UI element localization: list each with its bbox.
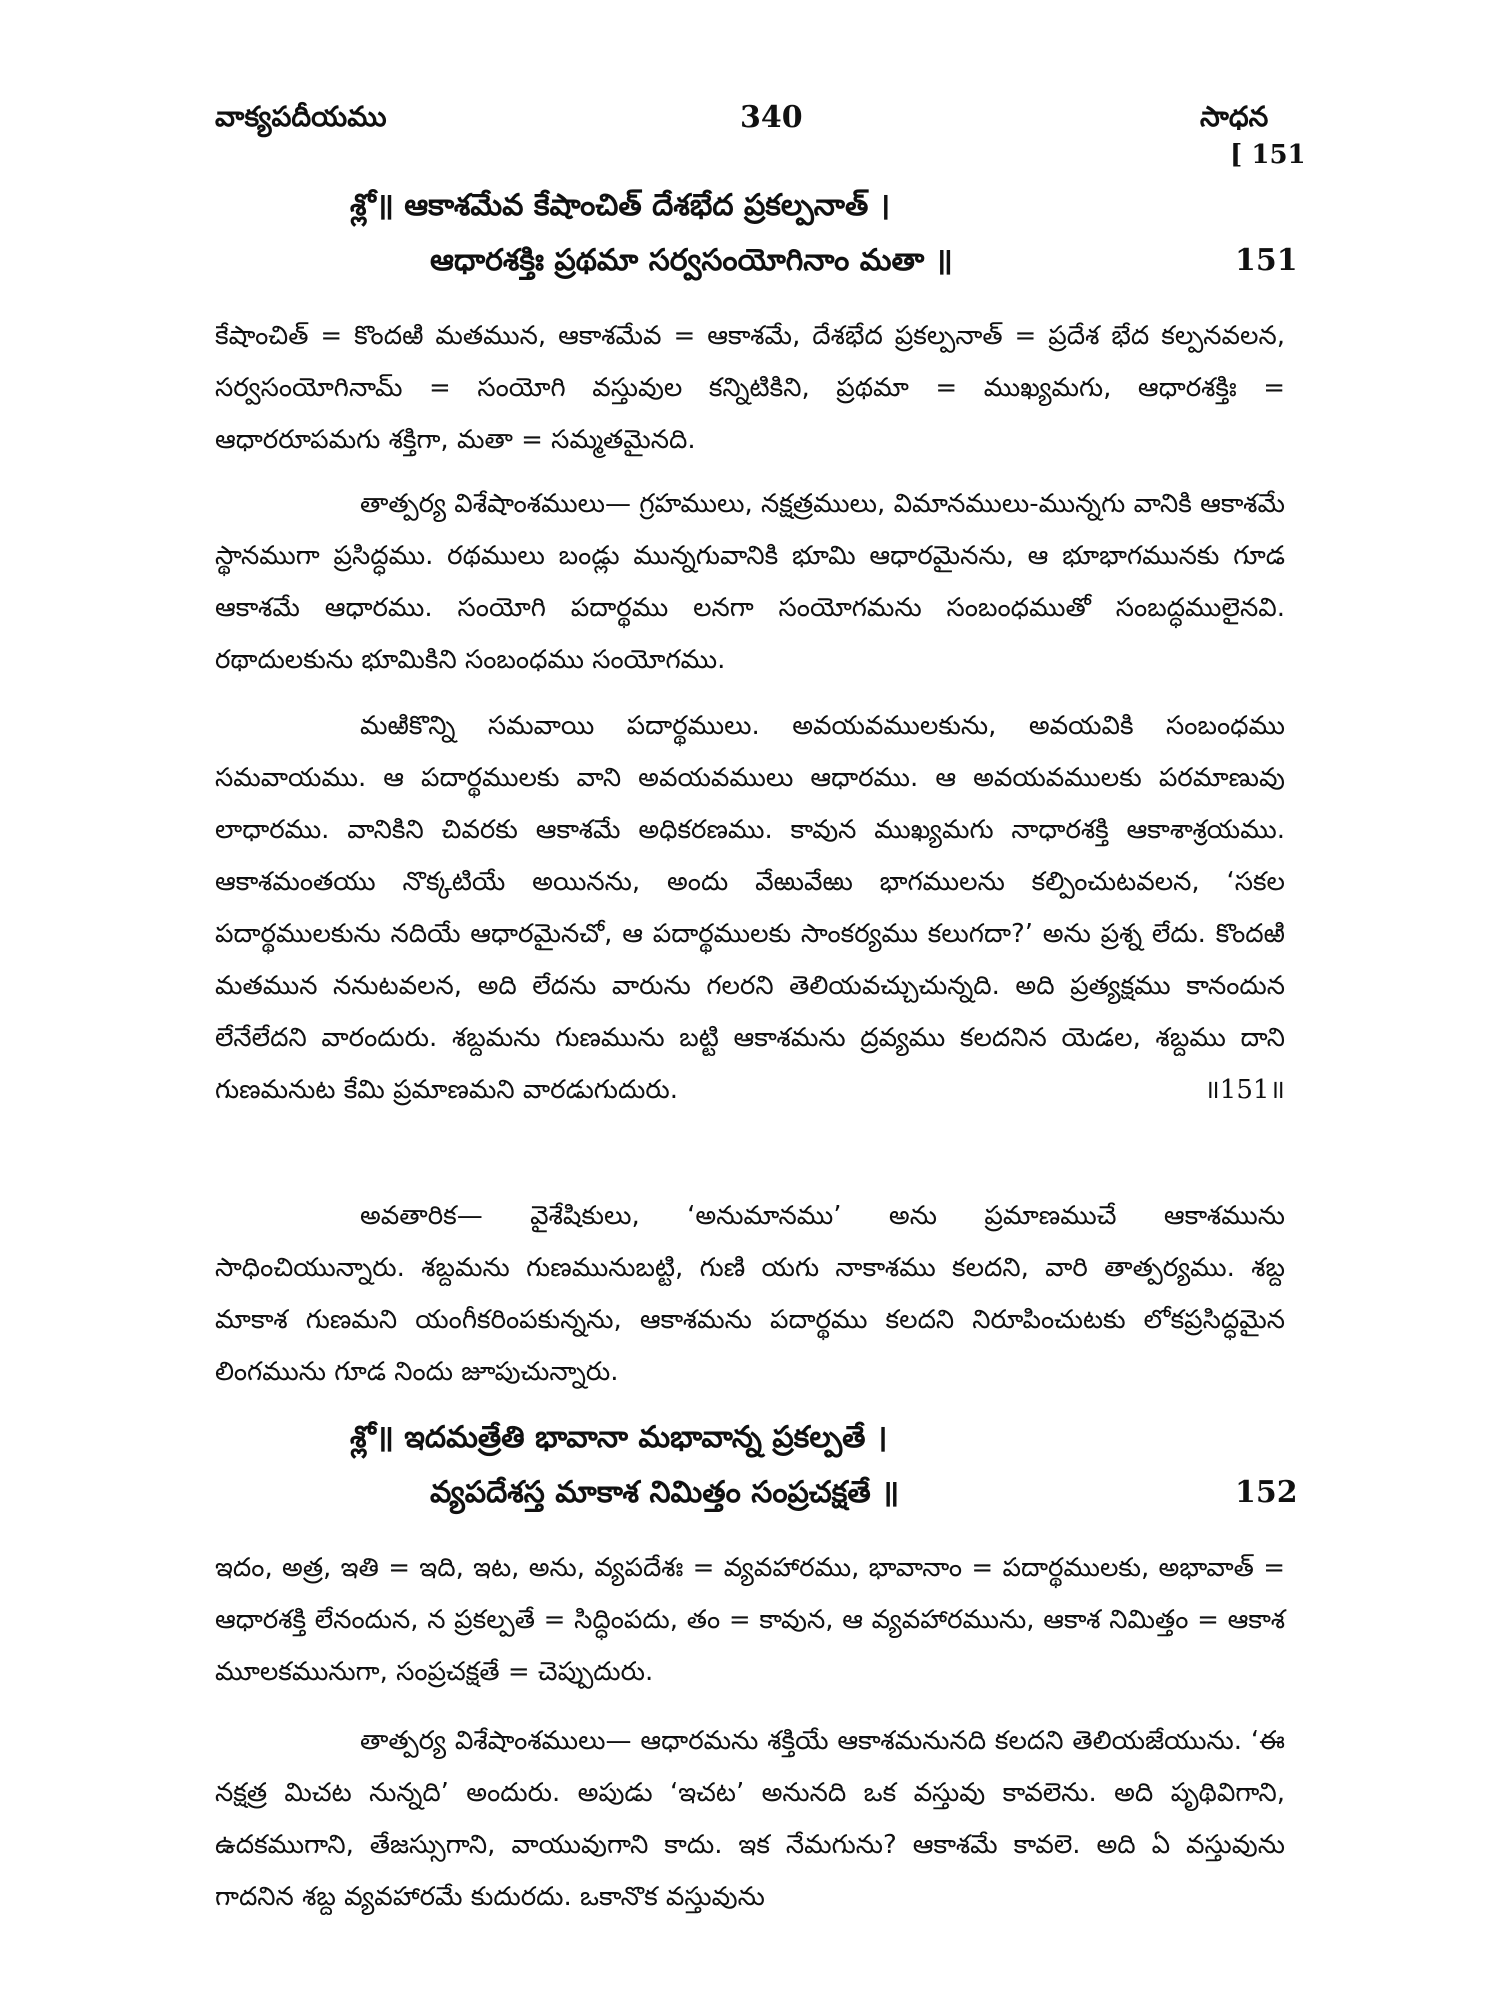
tatparya-151-lead: తాత్పర్య విశేషాంశములు— bbox=[360, 489, 632, 519]
verse-152-line-2: వ్యపదేశస్త మాకాశ నిమిత్తం సంప్రచక్షతే ॥ bbox=[430, 1475, 900, 1510]
tatparya-151-paragraph-1 bbox=[215, 478, 1285, 686]
verse-152-line-1: శ్లో॥ ఇదమత్రేతి భావానా మభావాన్న ప్రకల్పతే । bbox=[350, 1420, 888, 1455]
tatparya-151-text-1: గ్రహములు, నక్షత్రములు, విమానములు-మున్నగు వానికి ఆకాశమే స్థానముగా ప్రసిద్ధము. రథములు బండ్లు మున్నగువానికి భూమి ఆధారమైనను, ఆ భూభాగమునకు గూడ ఆకాశమే ఆధారము. సంయోగి పదార్థము లనగా సంయోగమను సంబంధముతో సంబద్ధములైనవి. రథాదులకును భూమికిని సంబంధము సంయోగము. bbox=[215, 489, 1285, 675]
verse-152-number: 152 bbox=[1235, 1475, 1298, 1510]
avatarika-text: వైశేషికులు, ‘అనుమానము’ అను ప్రమాణముచే ఆకాశమును సాధించియున్నారు. శబ్దమను గుణమునుబట్టి, గుణి యగు నాకాశము కలదని, వారి తాత్పర్యము. శబ్ద మాకాశ గుణమని యంగీకరింపకున్నను, ఆకాశమను పదార్థము కలదని నిరూపించుటకు లోకప్రసిద్ధమైన లింగమును గూడ నిందు జూపుచున్నారు. bbox=[215, 1201, 1285, 1387]
verse-151-end-mark: ॥151॥ bbox=[1204, 1075, 1285, 1105]
verse-151-line-1: శ్లో॥ ఆకాశమేవ కేషాంచిత్ దేశభేద ప్రకల్పనాత్ । bbox=[350, 188, 891, 223]
page-number: 340 bbox=[740, 100, 803, 135]
section-number: [ 151 bbox=[1230, 140, 1306, 170]
gloss-151 bbox=[215, 310, 1285, 466]
tatparya-152-paragraph bbox=[215, 1715, 1285, 1923]
tatparya-151-paragraph-2 bbox=[215, 700, 1285, 1116]
tatparya-152-text: ఆధారమను శక్తియే ఆకాశమనునది కలదని తెలియజేయును. ‘ఈ నక్షత్ర మిచట నున్నది’ అందురు. అపుడు ‘ఇచట’ అనునది ఒక వస్తువు కావలెను. అది పృథివిగాని, ఉదకముగాని, తేజస్సుగాని, వాయువుగాని కాదు. ఇక నేమగును? ఆకాశమే కావలె. అది ఏ వస్తువును గాదనిన శబ్ద వ్యవహారమే కుదురదు. ఒకానొక వస్తువును bbox=[215, 1726, 1286, 1912]
avatarika-lead: అవతారిక— bbox=[360, 1201, 483, 1231]
running-head-section: సాధన bbox=[1200, 100, 1269, 133]
tatparya-151-text-2: మఱికొన్ని సమవాయి పదార్థములు. అవయవములకును, అవయవికి సంబంధము సమవాయము. ఆ పదార్థములకు వాని అవయవములు ఆధారము. ఆ అవయవములకు పరమాణువు లాధారము. వానికిని చివరకు ఆకాశమే అధికరణము. కావున ముఖ్యమగు నాధారశక్తి ఆకాశాశ్రయము. ఆకాశమంతయు నొక్కటియే అయినను, అందు వేఱువేఱు భాగములను కల్పించుటవలన, ‘సకల పదార్థములకును నదియే ఆధారమైనచో, ఆ పదార్థములకు సాంకర్యము కలుగదా?’ అను ప్రశ్న లేదు. కొందఱి మతమున ననుటవలన, అది లేదను వారును గలరని తెలియవచ్చుచున్నది. అది ప్రత్యక్షము కానందున లేనేలేదని వారందురు. శబ్దమను గుణమును బట్టి ఆకాశమను ద్రవ్యము కలదనిన యెడల, శబ్దము దాని గుణమనుట కేమి ప్రమాణమని వారడుగుదురు. bbox=[215, 711, 1285, 1105]
verse-151-line-2: ఆధారశక్తిః ప్రథమా సర్వసంయోగినాం మతా ॥ bbox=[430, 243, 953, 278]
gloss-151-text: కేషాంచిత్ = కొందఱి మతమున, ఆకాశమేవ = ఆకాశమే, దేశభేద ప్రకల్పనాత్ = ప్రదేశ భేద కల్పనవలన, సర్వసంయోగినామ్ = సంయోగి వస్తువుల కన్నిటికిని, ప్రథమా = ముఖ్యమగు, ఆధారశక్తిః = ఆధారరూపమగు శక్తిగా, మతా = సమ్మతమైనది. bbox=[215, 321, 1285, 455]
running-head-title: వాక్యపదీయము bbox=[215, 100, 387, 133]
tatparya-152-lead: తాత్పర్య విశేషాంశములు— bbox=[360, 1726, 632, 1756]
verse-151-number: 151 bbox=[1235, 243, 1298, 278]
avatarika-paragraph bbox=[215, 1190, 1285, 1398]
gloss-152 bbox=[215, 1542, 1285, 1698]
gloss-152-text: ఇదం, అత్ర, ఇతి = ఇది, ఇట, అను, వ్యపదేశః = వ్యవహారము, భావానాం = పదార్థములకు, అభావాత్ = ఆధారశక్తి లేనందున, న ప్రకల్పతే = సిద్ధింపదు, తం = కావున, ఆ వ్యవహారమును, ఆకాశ నిమిత్తం = ఆకాశ మూలకమునుగా, సంప్రచక్షతే = చెప్పుదురు. bbox=[215, 1553, 1285, 1687]
